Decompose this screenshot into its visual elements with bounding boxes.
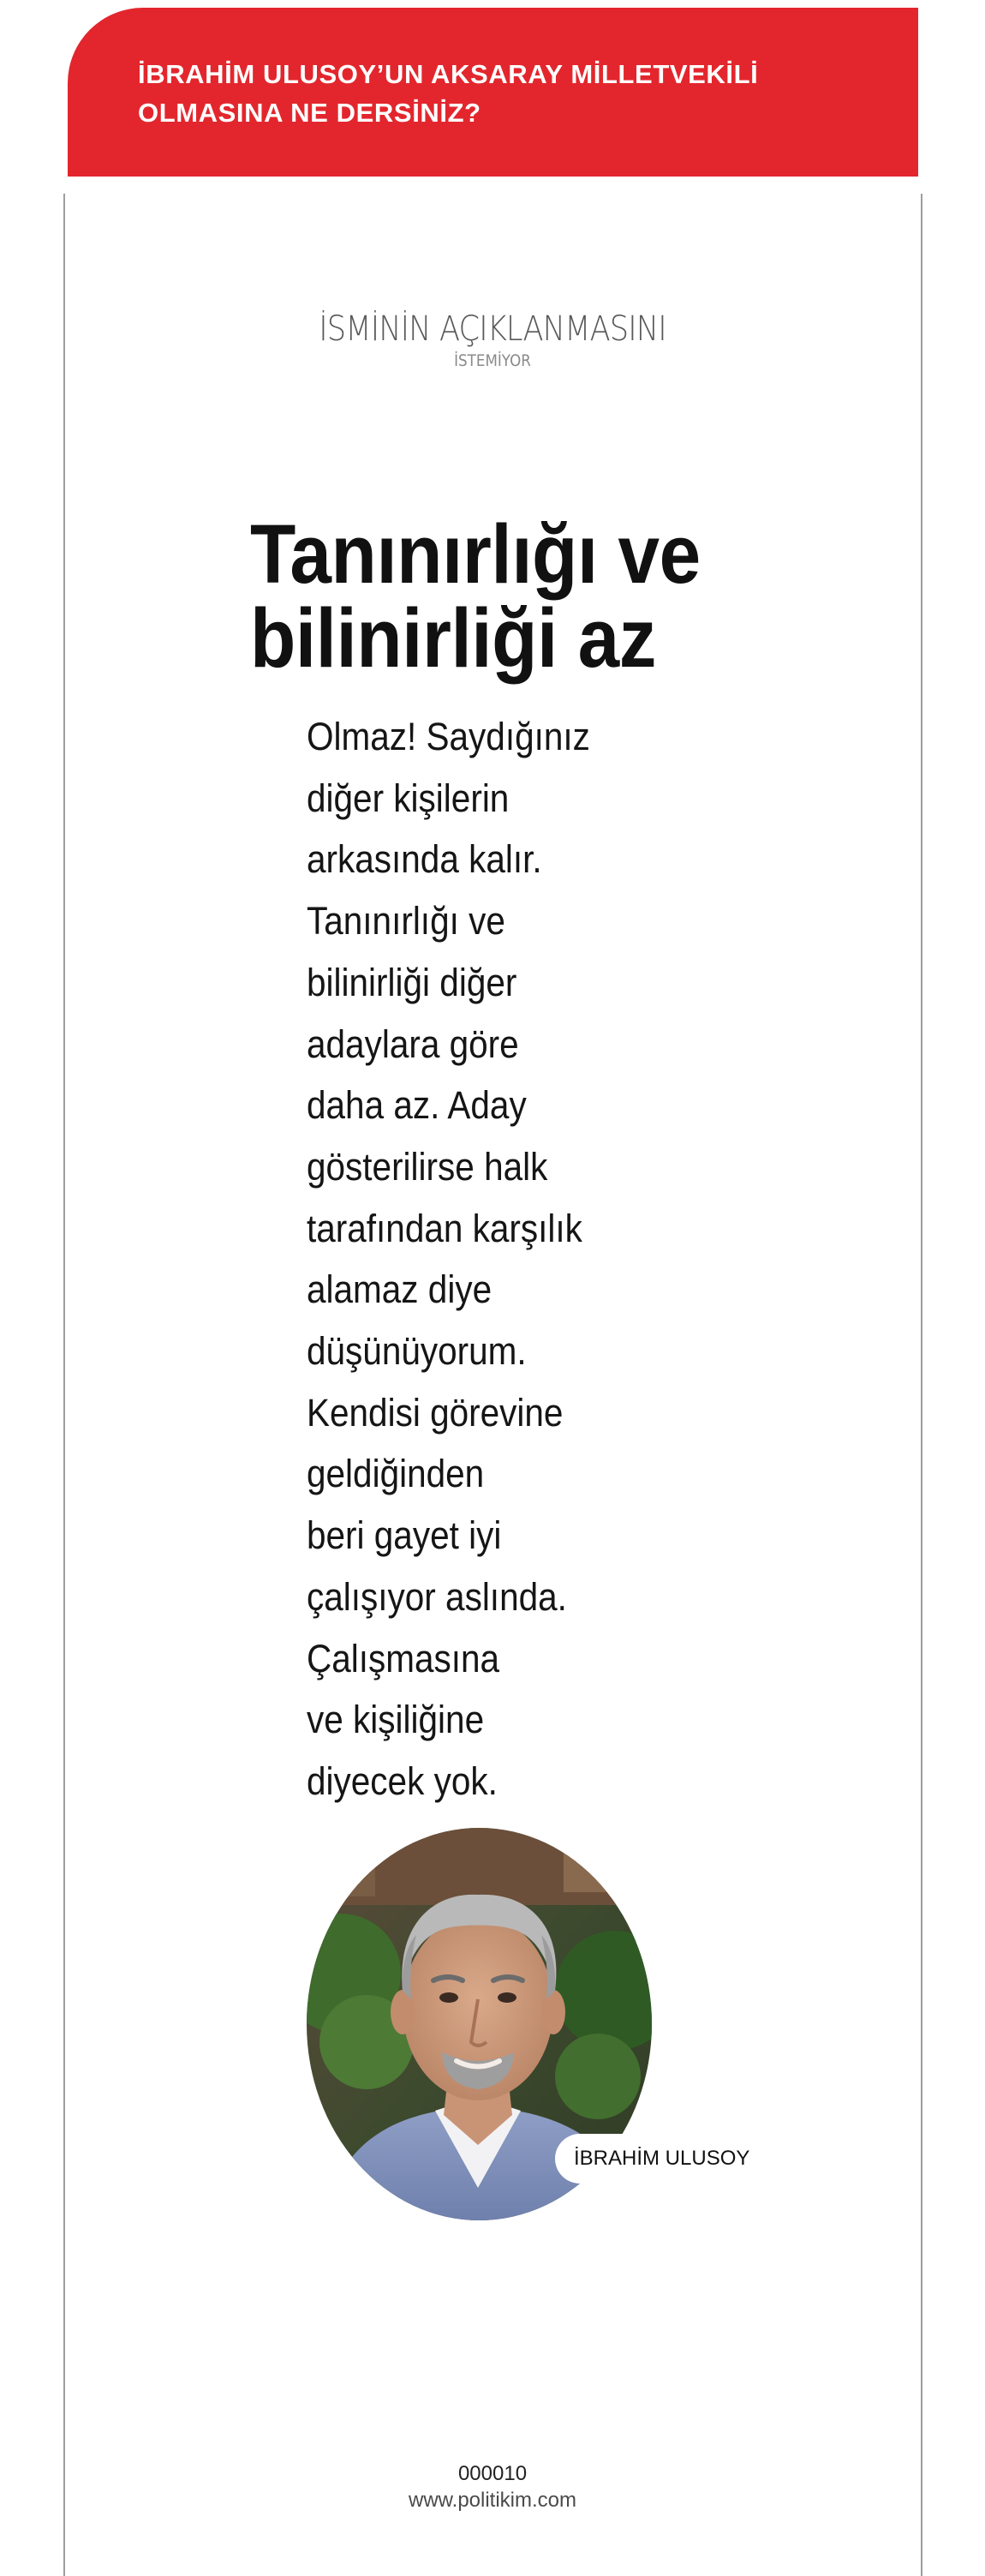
header-title: İBRAHİM ULUSOY’UN AKSARAY MİLLETVEKİLİ OLMASINA NE DERSİNİZ? [138,59,759,128]
frame-right-rule [921,194,922,2576]
page-number: 000010 [457,2462,528,2485]
source-block [257,309,728,371]
frame-left-rule [63,194,65,2576]
page-footer [321,2461,664,2514]
portrait-name-label: İBRAHİM ULUSOY [555,2134,755,2184]
article-headline: Tanınırlığı ve bilinirliği az [250,507,701,685]
website-link[interactable]: www.politikim.com [408,2489,577,2512]
source-subtitle: İSTEMİYOR [454,351,531,370]
article-body: Olmaz! Saydığınız diğer kişilerin arkasında kalır. Tanınırlığı ve bilinirliği diğer adaylara göre daha az. Aday gösterilirse halk tarafından karşılık alamaz diye düşünüyorum. Kendisi görevine geldiğinden beri gayet iyi çalışıyor aslında. Çalışmasına ve kişiliğine diyecek yok. [307,715,590,1803]
header-banner [68,8,918,177]
source-title: İSMİNİN AÇIKLANMASINI [319,309,666,349]
